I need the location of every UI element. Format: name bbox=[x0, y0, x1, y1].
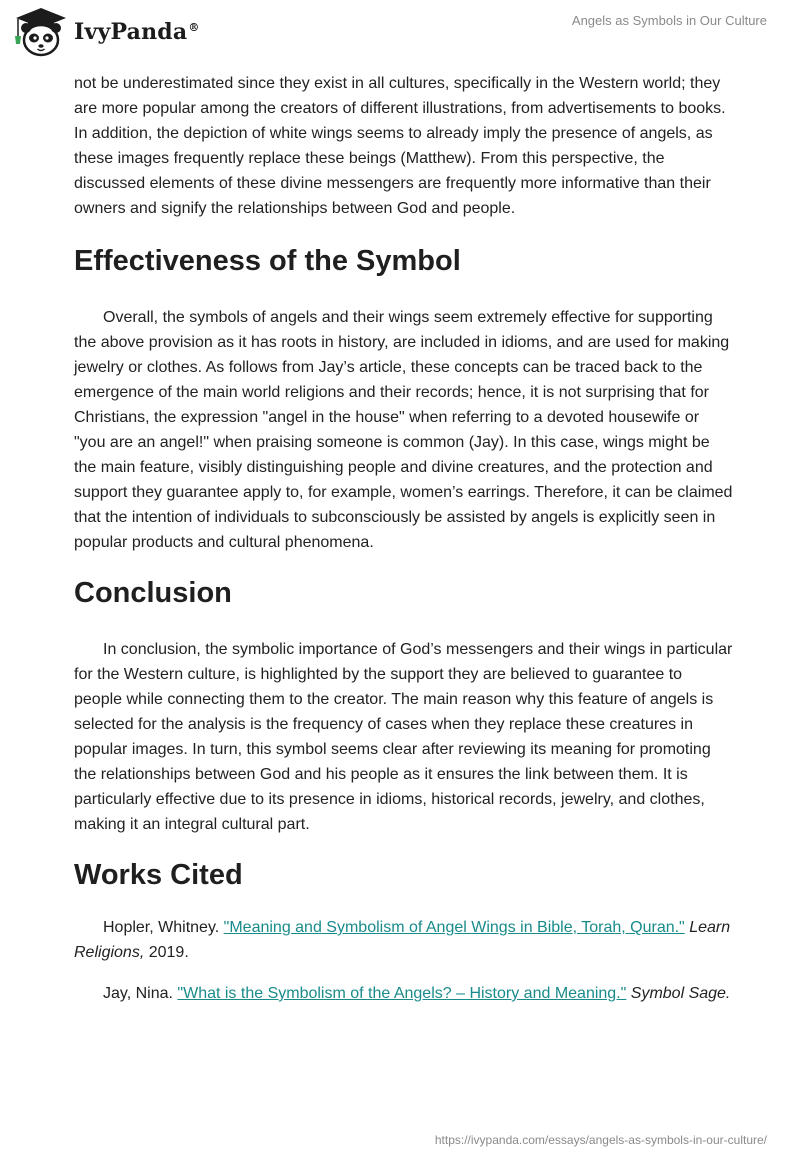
brand-logo[interactable] bbox=[14, 6, 200, 58]
section-heading-effectiveness: Effectiveness of the Symbol bbox=[74, 245, 461, 277]
section-heading-works-cited: Works Cited bbox=[74, 859, 243, 891]
panda-graduate-icon bbox=[14, 6, 68, 58]
citation-year: 2019. bbox=[148, 944, 189, 961]
citation-author: Hopler, Whitney. bbox=[103, 919, 220, 936]
intro-paragraph: not be underestimated since they exist in all cultures, specifically in the Western world; they are more popular among the creators of different illustrations, from advertisements to books. In addition, the depiction of white wings seems to already imply the presence of angels, as these images frequently replace these beings (Matthew). From this perspective, the discussed elements of these divine messengers are frequently more informative than their owners and signify the relationships between God and people. bbox=[74, 75, 726, 217]
citation-link[interactable]: "What is the Symbolism of the Angels? – History and Meaning." bbox=[177, 985, 627, 1002]
citation-author: Jay, Nina. bbox=[103, 985, 173, 1002]
section-heading-conclusion: Conclusion bbox=[74, 577, 232, 609]
essay-body bbox=[74, 71, 734, 1022]
registered-mark: ® bbox=[188, 20, 200, 34]
conclusion-paragraph: In conclusion, the symbolic importance of God’s messengers and their wings in particular for the Western culture, is highlighted by the support they are believed to guarantee to people while connecting them to the creator. The main reason why this feature of angels is selected for the analysis is the frequency of cases when they replace these creatures in popular images. In turn, this symbol seems clear after reviewing its meaning for promoting the relationships between God and his people as it ensures the link between them. It is particularly effective due to its presence in idioms, historical records, jewelry, and clothes, making it an integral cultural part. bbox=[74, 641, 733, 833]
citation-entry bbox=[74, 981, 734, 1006]
page-header bbox=[0, 0, 800, 72]
brand-name: IvyPanda® bbox=[74, 19, 200, 45]
effectiveness-paragraph: Overall, the symbols of angels and their wings seem extremely effective for supporting the above provision as it has roots in history, are included in idioms, and are used for making jewelry or clothes. As follows from Jay’s article, these concepts can be traced back to the emergence of the main world religions and their records; hence, it is not surprising that for Christians, the expression "angel in the house" when referring to a devoted housewife or "you are an angel!" when praising someone is common (Jay). In this case, wings might be the main feature, visibly distinguishing people and divine creatures, and the protection and support they guarantee apply to, for example, women’s earrings. Therefore, it can be claimed that the intention of individuals to subconsciously be assisted by angels is explicitly seen in popular products and cultural phenomena. bbox=[74, 309, 733, 551]
footer-url: https://ivypanda.com/essays/angels-as-symbols-in-our-culture/ bbox=[434, 1133, 767, 1147]
citation-link[interactable]: "Meaning and Symbolism of Angel Wings in Bible, Torah, Quran." bbox=[223, 919, 685, 936]
citation-source: Symbol Sage. bbox=[630, 985, 731, 1002]
citation-entry bbox=[74, 915, 734, 965]
citation-source: Learn Religions, bbox=[74, 919, 731, 961]
running-title: Angels as Symbols in Our Culture bbox=[571, 13, 767, 28]
